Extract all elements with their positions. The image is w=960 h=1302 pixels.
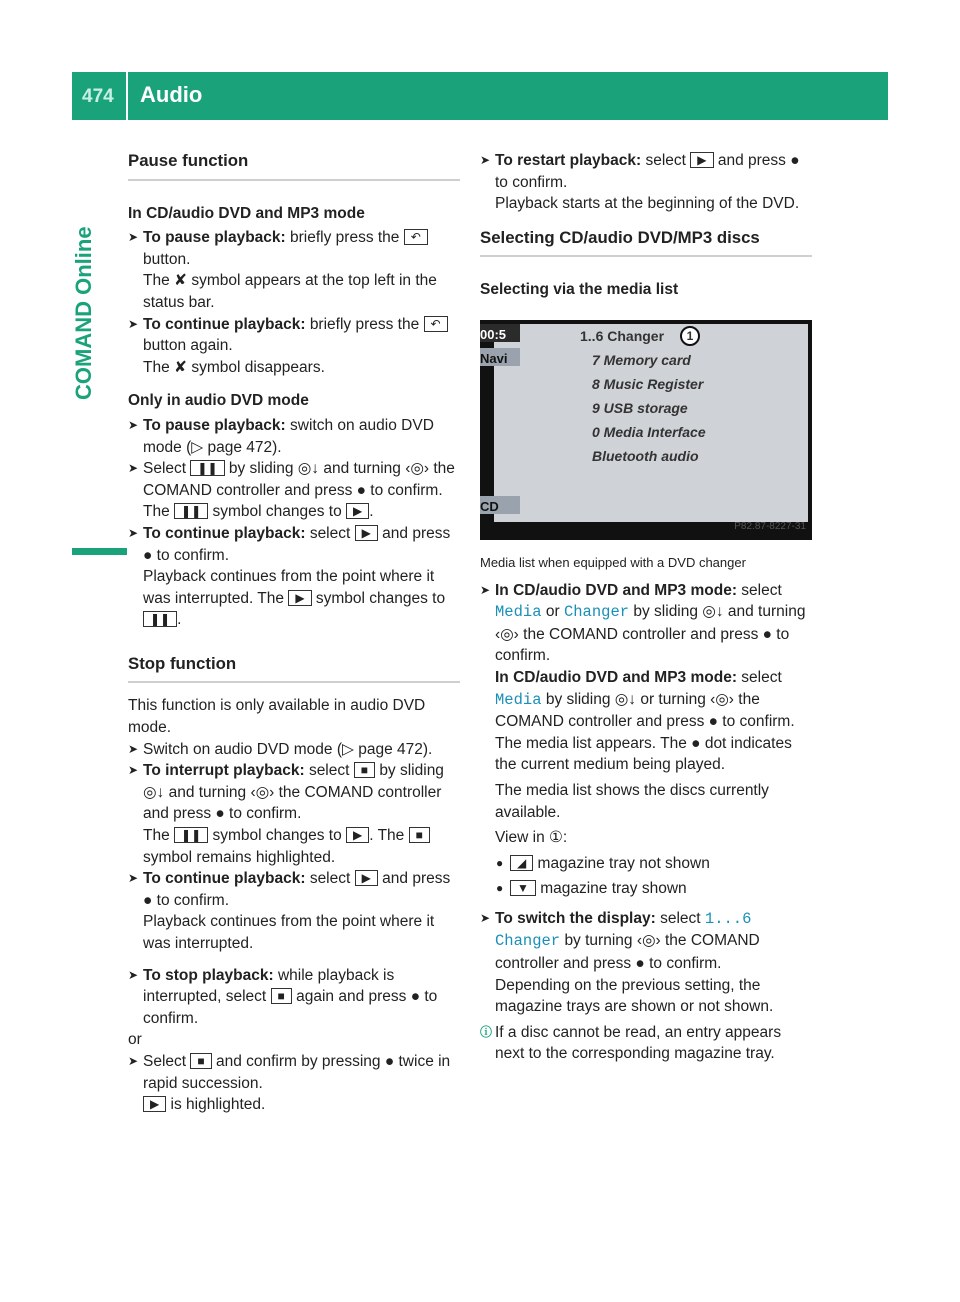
cd-label: CD — [480, 496, 520, 514]
media-entry: 8 Music Register — [592, 375, 704, 392]
right-column — [480, 150, 812, 1065]
page-header — [72, 72, 888, 120]
step-select-stop: ➤ Select ■ and confirm by pressing ● twice in rapid succession. — [128, 1052, 451, 1092]
navi-label: Navi — [480, 348, 520, 366]
play-icon: ▶ — [355, 870, 378, 886]
note: The media list appears. The ● dot indicates the current medium being played. — [495, 734, 792, 774]
note: The ❚❚ symbol changes to ▶ . The ■ symbol remains highlighted. — [128, 825, 460, 868]
page-number: 474 — [82, 86, 114, 107]
media-entry: 0 Media Interface — [592, 423, 706, 440]
back-icon: ↶ — [424, 316, 448, 332]
list-item: ● ◢ magazine tray not shown — [496, 854, 710, 872]
note: The media list shows the discs currently available. — [495, 781, 769, 821]
note: The ❚❚ symbol changes to ▶ . — [143, 503, 374, 521]
time-display: 00:5 — [480, 324, 520, 342]
figure-caption: Media list when equipped with a DVD changer — [480, 554, 746, 570]
stop-icon: ■ — [271, 988, 292, 1004]
play-icon: ▶ — [690, 152, 713, 168]
section-tab-marker — [72, 548, 127, 555]
info-icon: ⓘ — [480, 1024, 493, 1039]
tray-shown-icon: ▼ — [510, 880, 536, 896]
note: Depending on the previous setting, the magazine trays are shown or not shown. — [495, 976, 774, 1016]
dvd-heading: Only in audio DVD mode — [128, 392, 309, 410]
callout-1: 1 — [680, 326, 700, 346]
step-select-pause: ➤ Select ❚❚ by sliding ◎↓ and turning ‹◎› the COMAND controller and press ● to confirm. — [128, 460, 455, 499]
play-icon: ▶ — [355, 525, 378, 541]
mute-icon: ✘ — [174, 272, 188, 290]
note: In CD/audio DVD and MP3 mode: select Media by sliding ◎↓ or turning ‹◎› the COMAND controller and press ● to confirm. — [495, 668, 795, 731]
info-note: ⓘ If a disc cannot be read, an entry appears next to the corresponding magazine tray. — [480, 1023, 782, 1063]
page-title: Audio — [140, 82, 203, 107]
step-dvd-pause: ➤ To pause playback: switch on audio DVD mode (▷ page 472). — [128, 416, 434, 456]
step-continue-stop: ➤ To continue playback: select ▶ and press ● to confirm. — [128, 870, 451, 909]
play-icon: ▶ — [346, 503, 369, 519]
play-icon: ▶ — [143, 1096, 166, 1112]
note: The ✘ symbol disappears. — [143, 358, 325, 376]
step-continue: ➤ To continue playback: briefly press the ↶ button again. — [128, 314, 460, 357]
stop-icon: ■ — [409, 827, 430, 843]
media-list-heading: Selecting via the media list — [480, 281, 679, 299]
step-switch-display: ➤ To switch the display: select 1...6 Changer by turning ‹◎› the COMAND controller and press ● to confirm. — [480, 909, 760, 973]
section-tab — [72, 130, 127, 420]
play-icon: ▶ — [346, 827, 369, 843]
step-pause: ➤ To pause playback: briefly press the ↶ button. — [128, 227, 460, 270]
list-item: ● ▼ magazine tray shown — [496, 880, 687, 898]
pause-icon: ❚❚ — [174, 827, 208, 843]
mute-icon: ✘ — [174, 358, 188, 376]
note: View in ①: — [495, 829, 568, 847]
step-stop: ➤ To stop playback: while playback is interrupted, select ■ again and press ● to confirm. — [128, 966, 438, 1027]
left-column — [128, 150, 460, 1116]
note: The ✘ symbol appears at the top left in the status bar. — [143, 272, 437, 311]
stop-icon: ■ — [354, 762, 375, 778]
media-entry: 9 USB storage — [592, 399, 688, 416]
note: Playback continues from the point where it was interrupted. The ▶ symbol changes to ❚❚ . — [143, 568, 446, 629]
tray-hidden-icon: ◢ — [510, 855, 533, 871]
pause-icon: ❚❚ — [190, 460, 224, 476]
header-divider — [126, 72, 128, 120]
or-text: or — [128, 1031, 142, 1049]
section-tab-label: COMAND Online — [71, 226, 96, 400]
step-interrupt: ➤ To interrupt playback: select ■ by sliding ◎↓ and turning ‹◎› the COMAND controller and press ● to confirm. — [128, 762, 444, 823]
stop-intro: This function is only available in audio DVD mode. — [128, 697, 426, 737]
pause-icon: ❚❚ — [143, 611, 177, 627]
step-select-media: ➤ In CD/audio DVD and MP3 mode: select Media or Changer by sliding ◎↓ and turning ‹◎› the COMAND controller and press ● to confirm. — [480, 581, 806, 665]
media-entry: Bluetooth audio — [592, 447, 699, 464]
note: Playback continues from the point where it was interrupted. — [143, 913, 435, 952]
figure-code: P82.87-8227-31 — [734, 521, 806, 533]
pause-heading: Pause function — [128, 150, 460, 181]
select-discs-heading: Selecting CD/audio DVD/MP3 discs — [480, 227, 812, 258]
play-icon: ▶ — [288, 590, 311, 606]
stop-icon: ■ — [190, 1053, 211, 1069]
media-list-screenshot — [480, 320, 812, 540]
media-entry: 7 Memory card — [592, 351, 691, 368]
back-icon: ↶ — [404, 229, 428, 245]
note: Playback starts at the beginning of the DVD. — [495, 195, 800, 213]
stop-heading: Stop function — [128, 653, 460, 684]
mp3-heading: In CD/audio DVD and MP3 mode — [128, 204, 365, 222]
note: ▶ is highlighted. — [128, 1094, 460, 1116]
changer-entry: 1..6 Changer — [580, 327, 665, 344]
step-restart: ➤ To restart playback: select ▶ and press ● to confirm. — [480, 152, 800, 191]
pause-icon: ❚❚ — [174, 503, 208, 519]
step-continue-dvd: ➤ To continue playback: select ▶ and press ● to confirm. — [128, 524, 451, 564]
step-switch-dvd: ➤ Switch on audio DVD mode (▷ page 472). — [128, 740, 433, 758]
